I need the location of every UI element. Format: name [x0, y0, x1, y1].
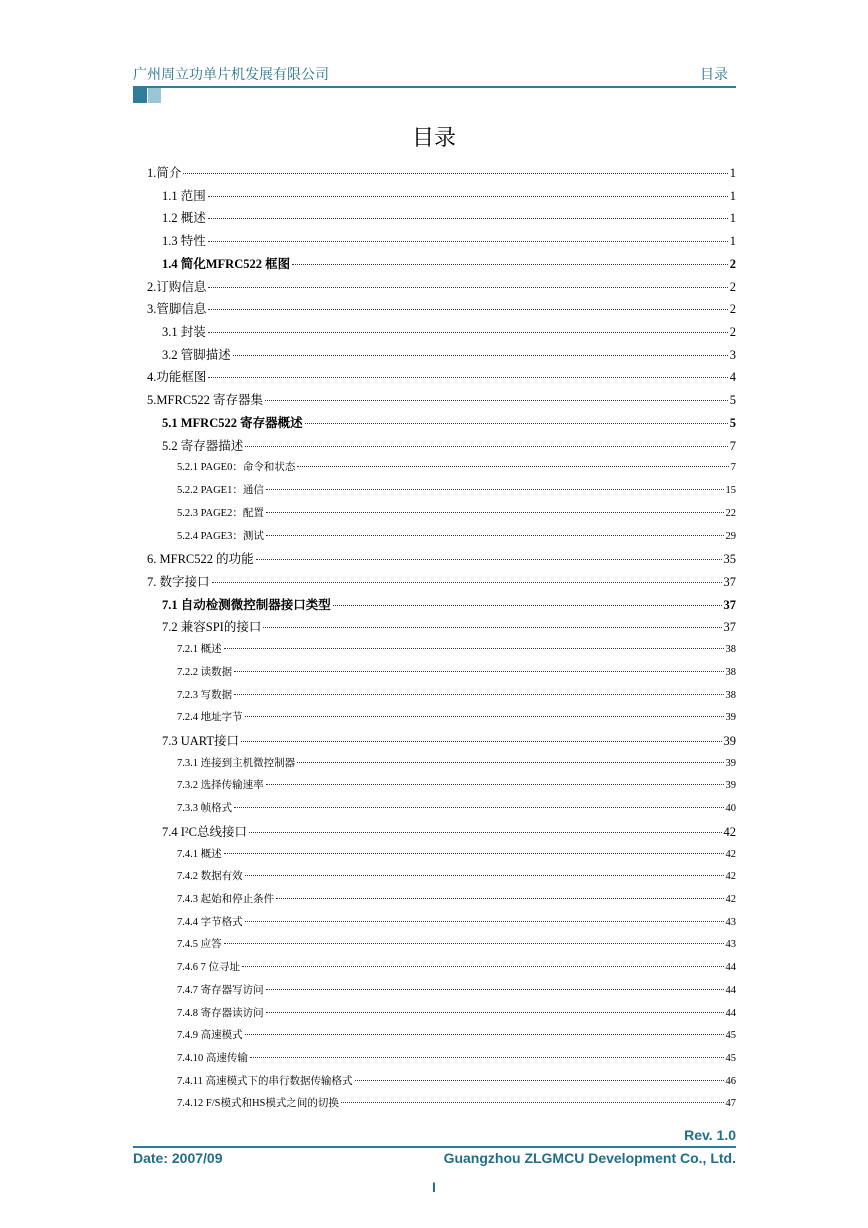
toc-entry-page: 1 [729, 211, 736, 226]
toc-entry-page: 2 [729, 279, 736, 294]
toc-entry-label: 1.4 简化MFRC522 框图 [162, 256, 291, 271]
toc-entry-label: 2.订购信息 [147, 279, 207, 294]
toc-entry[interactable] [147, 754, 736, 777]
toc-entry-label: 7.1 自动检测微控制器接口类型 [162, 597, 331, 612]
toc-entry[interactable] [147, 913, 736, 936]
toc-entry-page: 2 [729, 302, 736, 317]
toc-entry-label: 5.2.1 PAGE0：命令和状态 [177, 462, 296, 474]
toc-leader-dots [297, 762, 723, 763]
header-square-light [148, 88, 161, 103]
toc-leader-dots [224, 943, 724, 944]
toc-entry[interactable] [147, 776, 736, 799]
toc-entry[interactable] [147, 504, 736, 527]
toc-entry[interactable] [147, 1049, 736, 1072]
toc-entry-label: 3.2 管脚描述 [162, 347, 231, 362]
header-section: 目录 [700, 67, 728, 83]
toc-entry-label: 1.1 范围 [162, 188, 206, 203]
toc-entry-page: 35 [723, 552, 736, 567]
toc-entry[interactable] [147, 345, 736, 368]
toc-leader-dots [250, 1057, 724, 1058]
toc-entry-label: 7. 数字接口 [147, 574, 210, 589]
toc-entry-page: 43 [725, 916, 736, 928]
toc-entry-page: 39 [723, 733, 736, 748]
toc-entry[interactable] [147, 549, 736, 572]
toc-entry[interactable] [147, 640, 736, 663]
toc-leader-dots [212, 582, 722, 583]
toc-leader-dots [266, 489, 724, 490]
toc-entry-page: 37 [723, 574, 736, 589]
toc-entry[interactable] [147, 890, 736, 913]
toc-entry[interactable] [147, 595, 736, 618]
toc-leader-dots [208, 196, 728, 197]
toc-entry[interactable] [147, 458, 736, 481]
toc-entry[interactable] [147, 663, 736, 686]
toc-leader-dots [263, 627, 721, 628]
toc-leader-dots [183, 173, 727, 174]
toc-leader-dots [355, 1080, 724, 1081]
toc-entry-page: 2 [729, 325, 736, 340]
toc-entry-label: 5.2 寄存器描述 [162, 438, 244, 453]
toc-entry-page: 44 [725, 962, 736, 974]
toc-leader-dots [266, 989, 724, 990]
toc-entry-page: 42 [723, 824, 736, 839]
toc-leader-dots [292, 264, 728, 265]
toc-entry[interactable] [147, 367, 736, 390]
toc-entry[interactable] [147, 708, 736, 731]
toc-entry[interactable] [147, 867, 736, 890]
toc-entry-label: 7.2.2 读数据 [177, 666, 233, 678]
toc-entry[interactable] [147, 299, 736, 322]
toc-entry-label: 1.简介 [147, 166, 182, 180]
toc-entry-label: 1.2 概述 [162, 211, 206, 226]
toc-leader-dots [266, 535, 724, 536]
toc-entry[interactable] [147, 617, 736, 640]
toc-entry[interactable] [147, 481, 736, 504]
toc-entry-label: 7.4.2 数据有效 [177, 871, 243, 883]
toc-entry-label: 7.3.1 连接到主机微控制器 [177, 757, 296, 769]
toc-entry-label: 7.2.4 地址字节 [177, 712, 243, 724]
toc-entry-label: 5.1 MFRC522 寄存器概述 [162, 415, 303, 430]
toc-entry-page: 29 [725, 530, 736, 542]
toc-leader-dots [245, 446, 727, 447]
toc-entry[interactable] [147, 686, 736, 709]
toc-entry-label: 7.4.10 高速传输 [177, 1053, 248, 1065]
header-rule [133, 86, 736, 88]
toc-leader-dots [224, 648, 724, 649]
toc-leader-dots [208, 218, 728, 219]
toc-entry-page: 1 [729, 188, 736, 203]
toc-entry-label: 7.4.3 起始和停止条件 [177, 894, 275, 905]
toc-entry-page: 1 [729, 166, 736, 180]
toc-entry-page: 45 [725, 1053, 736, 1065]
toc-entry-page: 44 [725, 1007, 736, 1019]
toc-entry[interactable] [147, 1004, 736, 1027]
toc-entry-label: 5.2.3 PAGE2：配置 [177, 507, 264, 519]
toc-leader-dots [208, 332, 728, 333]
footer-company: Guangzhou ZLGMCU Development Co., Ltd. [443, 1150, 736, 1166]
toc-leader-dots [241, 741, 721, 742]
toc-entry-label: 7.4.5 应答 [177, 939, 222, 951]
toc-entry[interactable] [147, 958, 736, 981]
toc-entry-page: 4 [729, 370, 736, 385]
toc-entry-label: 5.2.4 PAGE3：测试 [177, 530, 264, 542]
toc-entry-label: 7.4.4 字节格式 [177, 916, 243, 928]
footer-date: Date: 2007/09 [133, 1150, 223, 1166]
toc-entry-page: 39 [725, 780, 736, 792]
toc-leader-dots [208, 287, 727, 288]
toc-entry-label: 7.4 I²C总线接口 [162, 824, 247, 839]
toc-entry-page: 39 [725, 757, 736, 769]
toc-entry-page: 38 [725, 689, 736, 701]
toc-leader-dots [245, 875, 724, 876]
toc-entry-label: 7.4.12 F/S模式和HS模式之间的切换 [177, 1098, 339, 1110]
toc-leader-dots [341, 1102, 724, 1103]
toc-entry[interactable] [147, 1072, 736, 1095]
toc-entry-page: 39 [725, 712, 736, 724]
toc-leader-dots [333, 605, 722, 606]
toc-entry-label: 7.3.2 选择传输速率 [177, 780, 264, 792]
toc-entry[interactable] [147, 822, 736, 845]
toc-entry[interactable] [147, 731, 736, 754]
toc-leader-dots [249, 832, 722, 833]
toc-entry[interactable] [147, 572, 736, 595]
toc-entry-label: 7.2.1 概述 [177, 644, 222, 656]
toc-leader-dots [234, 671, 723, 672]
header-square-dark [133, 88, 147, 103]
toc-entry-page: 3 [729, 347, 736, 362]
toc-entry-page: 37 [723, 597, 736, 612]
toc-leader-dots [208, 309, 727, 310]
toc-entry-page: 7 [730, 462, 736, 474]
toc-entry[interactable] [147, 981, 736, 1004]
toc-entry-label: 7.2 兼容SPI的接口 [162, 620, 262, 635]
toc-leader-dots [234, 694, 723, 695]
toc-entry[interactable] [147, 208, 736, 231]
toc-leader-dots [245, 716, 724, 717]
toc-entry-label: 7.4.11 高速模式下的串行数据传输格式 [177, 1075, 353, 1087]
toc-entry-label: 7.3 UART接口 [162, 733, 240, 748]
toc-entry[interactable] [147, 277, 736, 300]
toc-leader-dots [234, 807, 723, 808]
toc-entry[interactable] [147, 935, 736, 958]
toc-entry[interactable] [147, 1094, 736, 1117]
toc-entry-label: 7.4.8 寄存器读访问 [177, 1007, 264, 1019]
toc-entry-label: 5.2.2 PAGE1：通信 [177, 485, 264, 497]
toc-leader-dots [297, 466, 728, 467]
toc-entry-page: 2 [729, 256, 736, 271]
page-number: I [432, 1179, 436, 1195]
toc-entry-label: 4.功能框图 [147, 370, 207, 385]
toc-leader-dots [276, 898, 723, 899]
table-of-contents [147, 163, 736, 1117]
toc-entry[interactable] [147, 799, 736, 822]
toc-entry-page: 40 [725, 803, 736, 815]
toc-leader-dots [266, 512, 724, 513]
toc-entry-page: 5 [729, 415, 736, 430]
toc-entry[interactable] [147, 163, 736, 186]
toc-entry-label: 1.3 特性 [162, 234, 206, 249]
toc-entry-page: 42 [725, 871, 736, 883]
toc-entry-page: 47 [725, 1098, 736, 1110]
toc-entry-label: 3.1 封装 [162, 325, 206, 340]
toc-entry-label: 7.4.9 高速模式 [177, 1030, 243, 1042]
toc-leader-dots [242, 966, 724, 967]
toc-entry-page: 1 [729, 234, 736, 249]
toc-entry-label: 7.3.3 帧格式 [177, 803, 233, 815]
toc-entry-label: 7.4.6 7 位寻址 [177, 962, 240, 974]
toc-leader-dots [245, 921, 724, 922]
toc-leader-dots [233, 355, 728, 356]
toc-entry-page: 38 [725, 644, 736, 656]
toc-leader-dots [256, 559, 722, 560]
toc-entry-page: 45 [725, 1030, 736, 1042]
toc-leader-dots [265, 400, 728, 401]
footer-rule [133, 1146, 736, 1148]
toc-entry-label: 7.4.1 概述 [177, 848, 222, 860]
toc-entry-page: 37 [723, 620, 736, 635]
toc-leader-dots [208, 377, 727, 378]
toc-entry-page: 46 [725, 1075, 736, 1087]
toc-entry-page: 42 [725, 848, 736, 860]
toc-entry-label: 3.管脚信息 [147, 302, 207, 317]
footer-revision: Rev. 1.0 [684, 1127, 736, 1143]
toc-entry-page: 43 [725, 939, 736, 951]
toc-leader-dots [245, 1034, 724, 1035]
toc-entry-label: 7.2.3 写数据 [177, 689, 233, 701]
toc-entry-page: 42 [725, 894, 736, 905]
toc-entry[interactable] [147, 1026, 736, 1049]
toc-entry[interactable] [147, 413, 736, 436]
toc-entry[interactable] [147, 390, 736, 413]
page-title: 目录 [411, 126, 456, 151]
toc-leader-dots [208, 241, 728, 242]
toc-leader-dots [224, 853, 724, 854]
toc-leader-dots [266, 784, 724, 785]
toc-entry-label: 7.4.7 寄存器写访问 [177, 984, 264, 996]
toc-leader-dots [305, 423, 728, 424]
header-company: 广州周立功单片机发展有限公司 [133, 67, 329, 83]
toc-entry[interactable] [147, 231, 736, 254]
toc-entry-page: 44 [725, 984, 736, 996]
toc-entry[interactable] [147, 254, 736, 277]
toc-entry[interactable] [147, 322, 736, 345]
toc-entry[interactable] [147, 436, 736, 459]
toc-entry-label: 6. MFRC522 的功能 [147, 552, 254, 567]
toc-entry[interactable] [147, 527, 736, 550]
toc-entry[interactable] [147, 845, 736, 868]
toc-entry-page: 5 [729, 393, 736, 408]
toc-leader-dots [266, 1012, 724, 1013]
toc-entry-page: 7 [729, 438, 736, 453]
toc-entry[interactable] [147, 186, 736, 209]
toc-entry-page: 38 [725, 666, 736, 678]
toc-entry-page: 15 [725, 485, 736, 497]
toc-entry-label: 5.MFRC522 寄存器集 [147, 393, 263, 408]
toc-entry-page: 22 [725, 507, 736, 519]
